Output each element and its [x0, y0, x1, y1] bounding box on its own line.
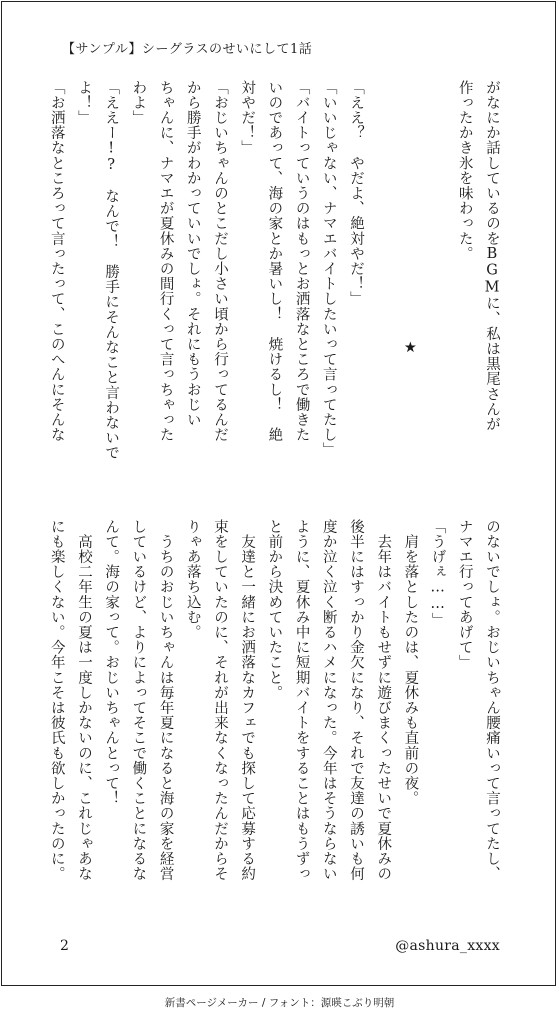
text-line: 作ったかき氷を味わった。: [456, 80, 473, 262]
text-line: 度か泣く泣く断るハメになった。今年はそうならない: [320, 519, 337, 882]
text-line: 肩を落としたのは、夏休みも直前の夜。: [402, 519, 419, 806]
text-line: 「うげぇ……」: [429, 519, 446, 628]
text-line: 高校二年生の夏は一度しかないのに、これじゃあな: [75, 519, 92, 882]
text-line: 「お洒落なところって言ったって、このへんにそんな: [48, 80, 65, 443]
text-line: と前から決めていたこと。: [266, 519, 283, 701]
text-line: [423, 80, 450, 488]
text-line: ナマエ行ってあげて」: [456, 519, 473, 670]
text-line: のないでしょ。おじいちゃん腰痛いって言ってたし、: [484, 519, 500, 882]
text-line: よ！」: [75, 80, 92, 126]
text-line: 束をしていたのに、それが出来なくなったんだからそ: [211, 519, 228, 882]
text-line: がなにか話しているのをBGMに、私は黒尾さんが: [484, 80, 500, 432]
text-line: から勝手がわかっていいでしょ。それにもうおじい: [184, 80, 201, 428]
text-line: んて。海の家って。おじいちゃんとって！: [103, 519, 120, 806]
page-title: 【サンプル】シーグラスのせいにして1話: [62, 42, 313, 57]
text-line: ように、夏休み中に短期バイトをすることはもうずっ: [293, 519, 310, 882]
text-line: 「バイトっていうのはもっとお洒落なところで働きた: [293, 80, 310, 443]
body-text-top: [48, 80, 505, 488]
text-line: いのであって、海の家とか暑いし！ 焼けるし！ 絶: [266, 80, 283, 443]
text-line: 「いいじゃない、ナマエバイトしたいって言ってたし」: [320, 80, 337, 458]
text-line: ちゃんに、ナマエが夏休みの間行くって言っちゃった: [157, 80, 174, 443]
text-line: 「おじいちゃんのとこだし小さい頃から行ってるんだ: [211, 80, 228, 443]
page-frame: [1, 1, 556, 986]
body-text-bottom: [48, 519, 505, 914]
text-line: 「ええー!? なんで！ 勝手にそんなこと言わないで: [103, 80, 120, 461]
text-line: 友達と一緒にお洒落なカフェでも探して応募する約: [239, 519, 256, 882]
page-number: 2: [60, 938, 69, 954]
text-line: 「ええ？ やだよ、絶対やだ！」: [347, 80, 364, 307]
text-line: [369, 80, 396, 488]
text-line: 後半にはすっかり金欠になり、それで友達の誘いも何: [347, 519, 364, 882]
text-line: 対やだ！」: [239, 80, 256, 156]
generator-credit: 新書ページメーカー / フォント：源暎こぶり明朝: [164, 997, 395, 1009]
text-line: にも楽しくない。今年こそは彼氏も欲しかったのに。: [48, 519, 65, 882]
text-line: ★: [402, 340, 419, 357]
text-line: 去年はバイトもせずに遊びまくったせいで夏休みの: [375, 519, 392, 882]
text-line: わよ」: [130, 80, 147, 126]
text-line: うちのおじいちゃんは毎年夏になると海の家を経営: [157, 519, 174, 882]
text-line: りゃあ落ち込む。: [184, 519, 201, 640]
author-handle: @ashura_xxxx: [395, 938, 500, 954]
text-line: しているけど、よりによってそこで働くことになるな: [130, 519, 147, 882]
